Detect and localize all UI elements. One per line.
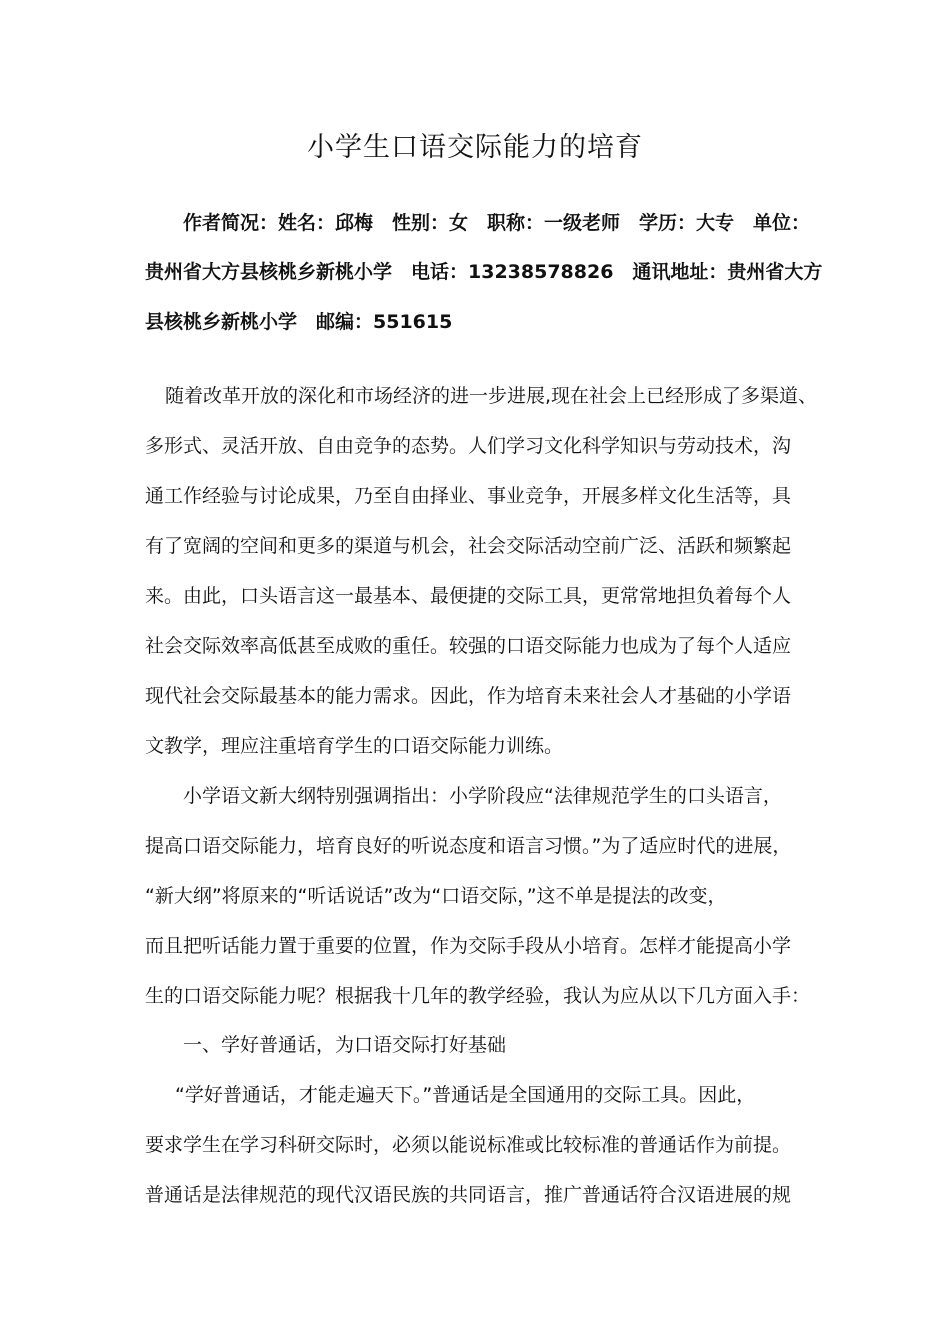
- paragraph-line: “学好普通话，才能走遍天下。”普通话是全国通用的交际工具。因此，: [175, 1084, 756, 1106]
- paragraph-line: 而且把听话能力置于重要的位置，作为交际手段从小培育。怎样才能提高小学: [145, 935, 792, 957]
- paragraph-line: 来。由此，口头语言这一最基本、最便捷的交际工具，更常常地担负着每个人: [145, 585, 792, 607]
- paragraph-line: 有了宽阔的空间和更多的渠道与机会，社会交际活动空前广泛、活跃和频繁起: [145, 535, 792, 557]
- author-info-line: 作者简况：姓名：邱梅 性别：女 职称：一级老师 学历：大专 单位：: [183, 212, 811, 234]
- paragraph-line: 小学语文新大纲特别强调指出：小学阶段应“法律规范学生的口头语言，: [183, 785, 782, 807]
- paragraph-line: 要求学生在学习科研交际时，必须以能说标准或比较标准的普通话作为前提。: [145, 1134, 792, 1156]
- section-heading: 一、学好普通话，为口语交际打好基础: [183, 1034, 507, 1056]
- document-title: 小学生口语交际能力的培育: [307, 132, 643, 163]
- paragraph-line: 生的口语交际能力呢？根据我十几年的教学经验，我认为应从以下几方面入手：: [145, 985, 811, 1007]
- paragraph-line: 普通话是法律规范的现代汉语民族的共同语言，推广普通话符合汉语进展的规: [145, 1184, 792, 1206]
- paragraph-line: 随着改革开放的深化和市场经济的进一步进展,现在社会上已经形成了多渠道、: [165, 385, 818, 407]
- author-info-line: 贵州省大方县核桃乡新桃小学 电话：13238578826 通讯地址：贵州省大方: [145, 261, 823, 283]
- paragraph-line: 现代社会交际最基本的能力需求。因此，作为培育未来社会人才基础的小学语: [145, 685, 792, 707]
- paragraph-line: 文教学，理应注重培育学生的口语交际能力训练。: [145, 735, 564, 757]
- paragraph-line: “新大纲”将原来的“听话说话”改为“口语交际，”这不单是提法的改变，: [145, 885, 727, 907]
- author-info-line: 县核桃乡新桃小学 邮编：551615: [145, 311, 453, 333]
- paragraph-line: 通工作经验与讨论成果，乃至自由择业、事业竞争，开展多样文化生活等，具: [145, 485, 792, 507]
- paragraph-line: 社会交际效率高低甚至成败的重任。较强的口语交际能力也成为了每个人适应: [145, 635, 792, 657]
- paragraph-line: 提高口语交际能力，培育良好的听说态度和语言习惯。”为了适应时代的进展，: [145, 835, 792, 857]
- paragraph-line: 多形式、灵活开放、自由竞争的态势。人们学习文化科学知识与劳动技术，沟: [145, 435, 792, 457]
